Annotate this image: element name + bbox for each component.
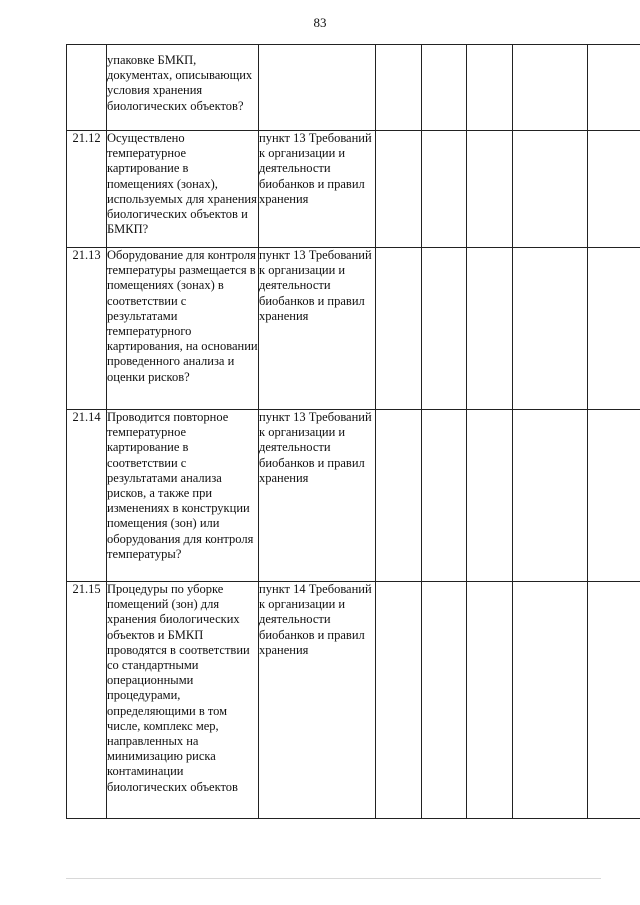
reference-cell: пункт 13 Требований к организации и деятельности биобанков и правил хранения bbox=[259, 410, 376, 582]
comment-cell bbox=[513, 45, 588, 131]
yes-cell bbox=[376, 582, 422, 819]
comment-cell bbox=[513, 582, 588, 819]
no-cell bbox=[422, 131, 467, 248]
comment-cell bbox=[513, 131, 588, 248]
table-row bbox=[67, 410, 640, 582]
not-applicable-cell bbox=[467, 131, 513, 248]
no-cell bbox=[422, 248, 467, 410]
no-cell bbox=[422, 410, 467, 582]
remark-cell bbox=[588, 45, 640, 131]
item-number-cell bbox=[67, 45, 107, 131]
table-row bbox=[67, 45, 640, 131]
no-cell bbox=[422, 45, 467, 131]
reference-cell: пункт 14 Требований к организации и деятельности биобанков и правил хранения bbox=[259, 582, 376, 819]
yes-cell bbox=[376, 131, 422, 248]
yes-cell bbox=[376, 45, 422, 131]
table-row bbox=[67, 582, 640, 819]
question-cell: упаковке БМКП, документах, описывающих условия хранения биологических объектов? bbox=[107, 45, 259, 131]
page-number: 83 bbox=[313, 15, 327, 30]
bottom-rule bbox=[66, 878, 601, 879]
question-cell: Процедуры по уборке помещений (зон) для хранения биологических объектов и БМКП проводятся в соответствии со стандартными операционными процедурами, определяющими в том числе, комплекс мер, направленных на минимизацию риска контаминации биологических объектов bbox=[107, 582, 259, 819]
item-number-cell: 21.14 bbox=[67, 410, 107, 582]
not-applicable-cell bbox=[467, 45, 513, 131]
question-cell: Оборудование для контроля температуры размещается в помещениях (зонах) в соответствии с результатами температурного картирования, на основании проведенного анализа и оценки рисков? bbox=[107, 248, 259, 410]
remark-cell bbox=[588, 410, 640, 582]
reference-cell bbox=[259, 45, 376, 131]
question-cell: Проводится повторное температурное картирование в соответствии с результатами анализа рисков, а также при изменениях в конструкции помещения (зон) или оборудования для контроля температуры? bbox=[107, 410, 259, 582]
table-row bbox=[67, 248, 640, 410]
remark-cell bbox=[588, 248, 640, 410]
reference-cell: пункт 13 Требований к организации и деятельности биобанков и правил хранения bbox=[259, 248, 376, 410]
yes-cell bbox=[376, 248, 422, 410]
item-number-cell: 21.15 bbox=[67, 582, 107, 819]
not-applicable-cell bbox=[467, 248, 513, 410]
comment-cell bbox=[513, 248, 588, 410]
item-number-cell: 21.13 bbox=[67, 248, 107, 410]
comment-cell bbox=[513, 410, 588, 582]
question-cell: Осуществлено температурное картирование в помещениях (зонах), используемых для хранения биологических объектов и БМКП? bbox=[107, 131, 259, 248]
remark-cell bbox=[588, 582, 640, 819]
not-applicable-cell bbox=[467, 582, 513, 819]
not-applicable-cell bbox=[467, 410, 513, 582]
yes-cell bbox=[376, 410, 422, 582]
no-cell bbox=[422, 582, 467, 819]
remark-cell bbox=[588, 131, 640, 248]
checklist-table bbox=[66, 44, 640, 819]
reference-cell: пункт 13 Требований к организации и деятельности биобанков и правил хранения bbox=[259, 131, 376, 248]
table-row bbox=[67, 131, 640, 248]
item-number-cell: 21.12 bbox=[67, 131, 107, 248]
